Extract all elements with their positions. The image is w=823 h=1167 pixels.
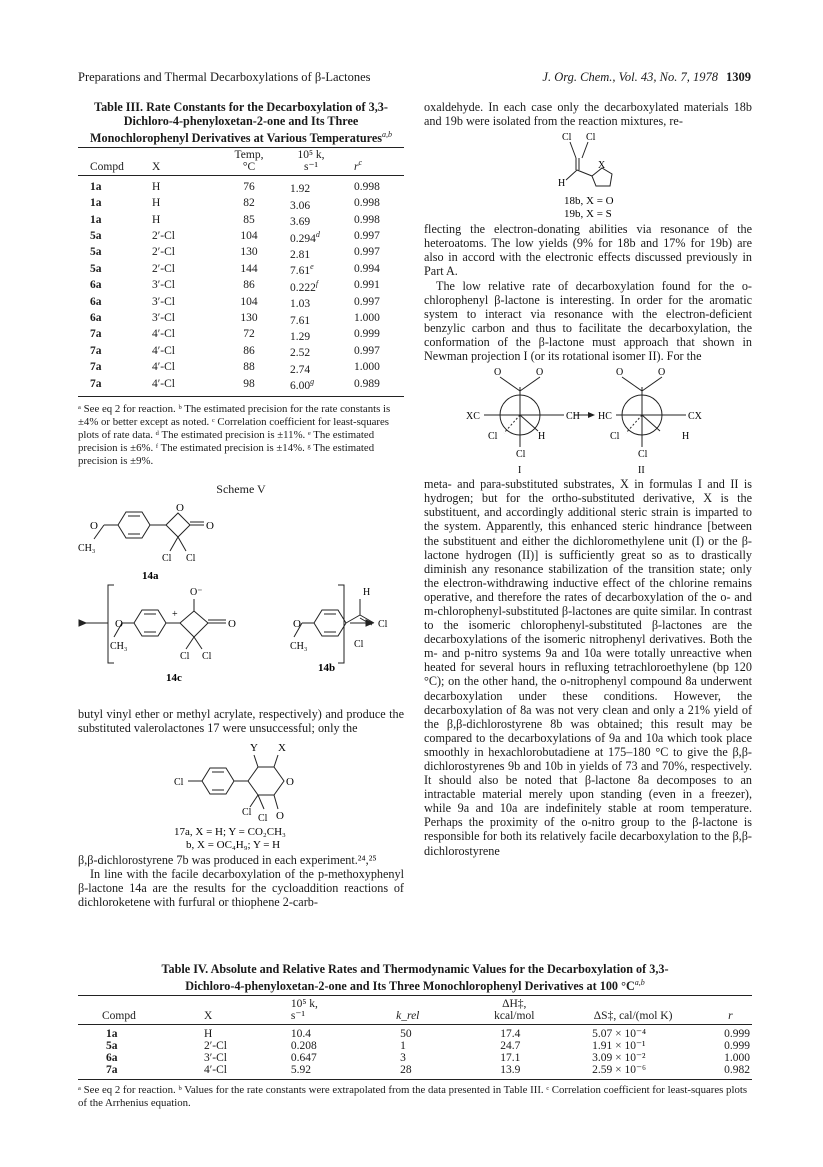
scheme-ch3-14b: CH₃: [290, 640, 308, 652]
table-cell: [78, 196, 138, 212]
struct18-h: H: [558, 178, 566, 190]
table-cell: 17.1: [500, 1052, 521, 1065]
cell-value: 6a: [90, 312, 102, 325]
cell-value: 4′-Cl: [152, 328, 175, 341]
cell-value: 6a: [90, 279, 102, 292]
scheme-cl1-14c: Cl: [180, 650, 190, 662]
struct17-o-ring: O: [286, 775, 294, 788]
table4-block: [78, 962, 752, 1110]
table3-header-r: [344, 150, 404, 173]
table-row: [78, 294, 404, 310]
cell-value: 6a: [90, 295, 102, 308]
cell-value: 76: [243, 180, 255, 193]
cell-value: 1.92: [290, 183, 311, 196]
table4-footnote: ᵃ See eq 2 for reaction. ᵇ Values for the rate constants were extrapolated from the data presented in Table III. ᶜ Correlation coefficient for least-squares plots of the Arrhenius equation.: [78, 1084, 748, 1110]
cell-value: 7a: [90, 344, 102, 357]
struct17-line2: b, X = OC₄H₉; Y = H: [186, 838, 281, 851]
table-cell: [138, 294, 220, 310]
table3-header-temp-text: Temp, °C: [234, 149, 264, 173]
table-cell: 7a: [106, 1064, 118, 1077]
struct18-cl2: Cl: [586, 132, 596, 144]
table-cell: 28: [400, 1064, 412, 1077]
cell-value: 130: [240, 312, 258, 325]
table4-caption-text: Table IV. Absolute and Relative Rates and Thermodynamic Values for the Decarboxylation of 3,3-Dichloro-4-phenyloxetan-2-one and Its Three Monochlorophenyl Derivatives at 100 °C: [161, 962, 669, 994]
table-cell: [78, 261, 138, 277]
struct17-o-carbonyl: O: [276, 809, 284, 822]
left-paragraph-2: β,β-dichlorostyrene 7b was produced in each experiment.²⁴,²⁵: [78, 852, 377, 867]
cell-value: 85: [243, 213, 255, 226]
table-cell: [220, 196, 278, 212]
scheme-cl1-14a: Cl: [162, 552, 172, 564]
scheme-title: Scheme V: [216, 481, 266, 496]
table-cell: [344, 311, 404, 327]
table-cell: [138, 376, 220, 392]
cell-value: 104: [240, 295, 258, 308]
cell-value: 2′-Cl: [152, 246, 175, 259]
cell-value: 0.997: [354, 229, 380, 242]
table3-header-compd: Compd: [90, 160, 124, 173]
cell-value: 0.222: [290, 281, 316, 294]
table3-header-r-sup: c: [358, 157, 363, 167]
scheme-o-14b: O: [293, 617, 301, 630]
table-row: [78, 376, 404, 392]
table-cell: [278, 327, 344, 343]
table3-footnote: ᵃ See eq 2 for reaction. ᵇ The estimated precision for the rate constants is ±4% or better except as noted. ᶜ Correlation coefficient for least-squares plots of rate data. ᵈ The estimated precision is ±11%. ᵉ The estimated precision is ±6%. ᶠ The estimated precision is ±14%. ᵍ The estimated precision is ±9%.: [78, 402, 391, 467]
table-cell: 24.7: [500, 1040, 521, 1053]
table4-bottom-rule: [78, 1079, 752, 1080]
table-cell: [138, 212, 220, 228]
table-row: [78, 179, 404, 195]
cell-value: 1.03: [290, 298, 311, 311]
table-cell: [344, 343, 404, 359]
table-cell: [278, 229, 344, 245]
table-cell: 5a: [106, 1040, 118, 1053]
table-cell: [278, 376, 344, 392]
newman-i-ch: CH: [566, 411, 580, 423]
table-row: [78, 1040, 752, 1052]
cell-value: 0.999: [354, 328, 380, 341]
left-paragraph-3: In line with the facile decarboxylation of the p-methoxyphenyl β-lactone 14a are the results for the cycloaddition reactions of dichloroketene with furfural or thiophene 2-carb-: [78, 867, 404, 910]
table-cell: [278, 278, 344, 294]
newman-ii-o1: O: [616, 367, 624, 379]
table-cell: [344, 294, 404, 310]
table-cell: [278, 212, 344, 228]
table4-header-r: r: [728, 1010, 733, 1023]
table4-header-ds-text: ΔS‡, cal/(mol K): [593, 1010, 673, 1023]
right-paragraph-4: meta- and para-substituted substrates, X in formulas I and II is hydrogen; but for the ortho-substituted derivative, X is the substituent, and accordingly additional steric strain is imparted to the system. Apparently, this enhanced steric hindrance [between the substituent and either the dichloromethylene unit (I) or the β-lactone hydrogen (II)] is sufficiently great so as to drastically diminish any resonance stabilization of the transition state; only the electron-withdrawing inductive effect of the chlorine remains operative, and therefore the rates of decarboxylation of the o- and m-chlorophenyl-substituted β-lactones are quite similar. In contrast to the isomeric chlorophenyl-substituted β-lactones are the decarboxylations of the isomeric nitrophenyl derivatives. Both the m- and p-nitro systems 9a and 10a were totally unreactive when heated for several hours in refluxing tetrachloroethylene (bp 120 °C); on the other hand, the o-nitrophenyl compound 8a underwent decarboxylation under these conditions. However, the decarboxylation of 8a was not very clean and only a 21% yield of the β,β-dichlorostyrene 8b was obtained; this result may be compared to the decarboxylations of 9a and 10a which took place smoothly in hexachlorobutadiene at 175–180 °C to give the β,β-dichlorostyrenes 9b and 10b in yields of 73 and 70%, respectively. It should also be noted that β-lactone 8a decomposes to an intractable material merely upon standing (even in a freezer), while 9a and 10a are indefinitely stable at room temperature. Perhaps the proximity of the o-nitro group to the β-lactone is responsible for both its relatively facile decarboxylation to the β,β-dichlorostyrene: [424, 477, 752, 858]
cell-value: H: [152, 213, 161, 226]
right-paragraph-1: oxaldehyde. In each case only the decarboxylated materials 18b and 19b were isolated from the reaction mixtures, re-: [424, 100, 752, 129]
scheme-o-14a: O: [90, 519, 98, 532]
table4-header-row: [78, 998, 752, 1022]
table-row: [78, 278, 404, 294]
table3-header-rule: [78, 175, 404, 176]
cell-value: 2′-Cl: [152, 229, 175, 242]
table-cell: 6a: [106, 1052, 118, 1065]
table-row: [78, 245, 404, 261]
newman-label-i: I: [518, 465, 522, 477]
table4-caption: [78, 962, 752, 993]
newman-projections: [424, 367, 752, 477]
table-cell: [78, 179, 138, 195]
table-cell: 4′-Cl: [203, 1064, 227, 1077]
struct17-x: X: [278, 741, 286, 754]
table3-bottom-rule: [78, 396, 404, 397]
newman-ii-hc: HC: [598, 411, 612, 423]
table-cell: [220, 311, 278, 327]
structure-17: [78, 737, 404, 853]
cell-value: 7a: [90, 377, 102, 390]
table-cell: [220, 245, 278, 261]
table4-header-dh: [460, 998, 570, 1022]
table-row: [78, 1052, 752, 1064]
cell-value: 4′-Cl: [152, 377, 175, 390]
structure-18b-19b: [424, 128, 752, 222]
cell-value: 0.998: [354, 197, 380, 210]
table-cell: [344, 327, 404, 343]
cell-value: 4′-Cl: [152, 344, 175, 357]
cell-value: 1.29: [290, 330, 311, 343]
table-cell: [278, 294, 344, 310]
scheme-h-14b: H: [363, 586, 371, 598]
cell-value: 2′-Cl: [152, 262, 175, 275]
newman-i-h: H: [538, 431, 546, 443]
cell-value: 6.00: [290, 380, 311, 393]
table3-caption-text: Table III. Rate Constants for the Decarboxylation of 3,3-Dichloro-4-phenyloxetan-2-one and Its Three Monochlorophenyl Derivatives at Various Temperatures: [89, 100, 388, 146]
newman-ii-cl1: Cl: [610, 431, 620, 443]
struct18-line1: 18b, X = O: [564, 195, 614, 208]
struct17-line1: 17a, X = H; Y = CO₂CH₃: [174, 825, 286, 838]
scheme-ch3-14a: CH₃: [78, 542, 96, 554]
table-cell: [344, 196, 404, 212]
struct17-cl2: Cl: [258, 812, 268, 824]
table-cell: [344, 360, 404, 376]
table3-top-rule: [78, 147, 404, 148]
table-cell: [78, 294, 138, 310]
table-cell: 1.91 × 10⁻¹: [592, 1040, 646, 1053]
cell-value: 72: [243, 328, 255, 341]
table-cell: 3: [400, 1052, 406, 1065]
table4-header-k: [289, 998, 380, 1022]
table-cell: [278, 196, 344, 212]
table3-header-k-text: 10⁵ k, s⁻¹: [297, 149, 325, 173]
table3-header-x: X: [152, 160, 161, 173]
table-cell: [78, 327, 138, 343]
cell-value: 0.994: [354, 262, 380, 275]
table-cell: 10.4: [290, 1028, 312, 1041]
right-column: [424, 100, 752, 858]
table-cell: [278, 343, 344, 359]
cell-value: 4′-Cl: [152, 361, 175, 374]
table4-header-compd: Compd: [102, 1010, 136, 1023]
table-cell: [278, 245, 344, 261]
table3-header-temp: [220, 150, 278, 173]
table-cell: [138, 179, 220, 195]
table-cell: [78, 343, 138, 359]
table-row: [78, 1028, 752, 1040]
table-cell: [78, 376, 138, 392]
table-row: [78, 196, 404, 212]
cell-value: 0.997: [354, 344, 380, 357]
cell-value: 104: [240, 229, 258, 242]
journal-citation: J. Org. Chem., Vol. 43, No. 7, 1978: [542, 70, 718, 84]
cell-value: 3′-Cl: [152, 295, 175, 308]
table3: [78, 150, 404, 397]
newman-i-cl2: Cl: [516, 449, 526, 461]
cell-value: 0.989: [354, 377, 380, 390]
newman-i-cl1: Cl: [488, 431, 498, 443]
cell-value: 1a: [90, 197, 102, 210]
table-cell: [138, 343, 220, 359]
cell-value: 86: [243, 344, 255, 357]
table-row: [78, 327, 404, 343]
left-paragraph-1: butyl vinyl ether or methyl acrylate, respectively) and produce the substituted valerolactones 17 were unsuccessful; only the: [78, 706, 404, 735]
scheme-o-ring-14a: O: [176, 502, 184, 514]
cell-value: 1.000: [354, 312, 380, 325]
cell-value: 86: [243, 279, 255, 292]
table-cell: [278, 261, 344, 277]
struct17-y: Y: [250, 741, 258, 754]
page-number: 1309: [726, 70, 751, 84]
newman-label-ii: II: [638, 465, 645, 477]
running-header: [78, 70, 751, 90]
scheme-ominus-14c: O⁻: [190, 586, 203, 598]
right-paragraph-2: flecting the electron-donating abilities via resonance of the heteroatoms. The low yields (9% for 18b and 17% for 19b) are also in accord with the electronic effects discussed previously in Part A.: [424, 222, 752, 279]
struct18-x: X: [598, 160, 606, 172]
table-cell: [138, 261, 220, 277]
table4-caption-sup: a,b: [634, 978, 645, 987]
table-cell: [138, 245, 220, 261]
cell-value: 7.61: [290, 265, 311, 278]
table4-header-x: X: [203, 1010, 213, 1023]
table-cell: [220, 376, 278, 392]
table-cell: [138, 196, 220, 212]
table-cell: 0.999: [724, 1040, 750, 1053]
table-cell: 1a: [106, 1028, 118, 1041]
table-cell: [220, 261, 278, 277]
table-cell: [138, 278, 220, 294]
cell-value: 144: [240, 262, 258, 275]
table-cell: [138, 327, 220, 343]
cell-value: 1.000: [354, 361, 380, 374]
table-cell: 2′-Cl: [203, 1040, 227, 1053]
table-cell: [344, 179, 404, 195]
cell-value: 3.06: [290, 199, 311, 212]
table4-header-ds: [570, 998, 676, 1022]
table-cell: [344, 261, 404, 277]
cell-value: 7.61: [290, 314, 311, 327]
table-cell: [220, 278, 278, 294]
struct17-cl1: Cl: [242, 806, 252, 818]
cell-value: 2.81: [290, 248, 311, 261]
table-row: [78, 261, 404, 277]
table4-header-k-text: 10⁵ k, s⁻¹: [290, 998, 318, 1023]
label-14c: 14c: [166, 671, 182, 684]
table-cell: [344, 245, 404, 261]
label-14b: 14b: [318, 661, 336, 674]
newman-ii-cx: CX: [688, 411, 702, 423]
table-cell: [138, 311, 220, 327]
table3-header-k: [278, 150, 344, 173]
table-cell: [278, 360, 344, 376]
table4-header-dh-text: ΔH‡, kcal/mol: [494, 998, 535, 1023]
header-journal: [542, 70, 751, 85]
table-cell: [220, 212, 278, 228]
table-row: [78, 229, 404, 245]
table-cell: [344, 376, 404, 392]
table-cell: [344, 278, 404, 294]
cell-footnote-mark: g: [310, 377, 315, 387]
table-cell: 2.59 × 10⁻⁶: [592, 1064, 647, 1077]
table-cell: 0.999: [724, 1028, 750, 1041]
newman-i-xc: XC: [466, 411, 480, 423]
table-cell: 0.647: [290, 1052, 317, 1065]
cell-value: H: [152, 197, 161, 210]
cell-value: 5a: [90, 262, 102, 275]
cell-value: 2.52: [290, 347, 311, 360]
cell-value: 0.997: [354, 246, 380, 259]
cell-value: 7a: [90, 361, 102, 374]
table-cell: [138, 360, 220, 376]
cell-value: 7a: [90, 328, 102, 341]
cell-value: 1a: [90, 180, 102, 193]
table4-header-rule: [78, 1024, 752, 1025]
cell-value: 3′-Cl: [152, 279, 175, 292]
scheme-o-carbonyl-14a: O: [206, 519, 214, 532]
cell-value: 5a: [90, 229, 102, 242]
scheme-cl2-14a: Cl: [186, 552, 196, 564]
cell-value: 2.74: [290, 363, 311, 376]
table-cell: [220, 179, 278, 195]
table-cell: 1: [400, 1040, 406, 1053]
label-14a: 14a: [142, 569, 159, 582]
table-row: [78, 1064, 752, 1076]
cell-value: 0.997: [354, 295, 380, 308]
table3-caption: [78, 100, 404, 145]
table3-header-row: [78, 150, 404, 173]
cell-value: 0.991: [354, 279, 380, 292]
table-cell: [220, 327, 278, 343]
cell-value: 3.69: [290, 215, 311, 228]
scheme-o-14c: O: [115, 617, 123, 630]
table-cell: 5.92: [290, 1064, 312, 1077]
table-cell: [78, 212, 138, 228]
right-paragraph-3: The low relative rate of decarboxylation found for the o-chlorophenyl β-lactone is interesting. In order for the aromatic system to interact via resonance with the electron-deficient benzylic carbon and thus to facilitate the decarboxylation, the conformation of the β-lactone must approach that shown in Newman projection I (or its rotational isomer II). For the: [424, 278, 752, 364]
scheme-cl2-14c: Cl: [202, 650, 212, 662]
table-cell: 3′-Cl: [203, 1052, 227, 1065]
table-row: [78, 311, 404, 327]
newman-ii-o2: O: [658, 367, 666, 379]
newman-i-o1: O: [494, 367, 502, 379]
table-row: [78, 360, 404, 376]
cell-value: 0.294: [290, 232, 316, 245]
scheme-v-structures: [78, 503, 404, 713]
table-cell: [278, 311, 344, 327]
table-cell: 0.208: [290, 1040, 317, 1053]
cell-value: 130: [240, 246, 258, 259]
cell-value: 88: [243, 361, 255, 374]
table3-header-r-text: r: [354, 160, 359, 173]
table-cell: H: [203, 1028, 213, 1041]
cell-value: 3′-Cl: [152, 312, 175, 325]
cell-value: 0.998: [354, 213, 380, 226]
table-cell: 17.4: [500, 1028, 521, 1041]
table-cell: [78, 278, 138, 294]
cell-value: 5a: [90, 246, 102, 259]
cell-value: 0.998: [354, 180, 380, 193]
table-cell: 3.09 × 10⁻²: [592, 1052, 646, 1065]
header-title: Preparations and Thermal Decarboxylations of β-Lactones: [78, 70, 371, 84]
table-cell: [278, 179, 344, 195]
table-cell: 13.9: [500, 1064, 521, 1077]
table-cell: [220, 229, 278, 245]
table-row: [78, 343, 404, 359]
cell-value: 82: [243, 197, 255, 210]
scheme-cl-14b: Cl: [378, 618, 388, 630]
table4-header-krel: k_rel: [396, 1010, 420, 1023]
struct18-cl1: Cl: [562, 132, 572, 144]
table-cell: [220, 343, 278, 359]
table-cell: [78, 360, 138, 376]
table-cell: 5.07 × 10⁻⁴: [592, 1028, 647, 1041]
cell-value: 1a: [90, 213, 102, 226]
left-column: [78, 100, 404, 909]
scheme-plus-14c: +: [172, 608, 178, 620]
cell-footnote-mark: e: [310, 262, 314, 272]
struct17-cl-aryl: Cl: [174, 776, 184, 788]
table-cell: [78, 245, 138, 261]
table-cell: [220, 360, 278, 376]
scheme-cl2-14b: Cl: [354, 638, 364, 650]
cell-value: H: [152, 180, 161, 193]
cell-footnote-mark: f: [315, 278, 319, 288]
scheme-ch3-14c: CH₃: [110, 640, 128, 652]
table-cell: [138, 229, 220, 245]
table-cell: [78, 229, 138, 245]
cell-value: 98: [243, 377, 255, 390]
table3-caption-sup: a,b: [382, 130, 393, 139]
table4-body: [78, 1028, 752, 1076]
table-cell: 0.982: [724, 1064, 750, 1077]
table-row: [78, 212, 404, 228]
table-cell: 50: [400, 1028, 412, 1041]
table-cell: [344, 229, 404, 245]
table3-body: [78, 179, 404, 392]
cell-footnote-mark: d: [315, 229, 320, 239]
table4: [78, 998, 752, 1080]
struct18-line2: 19b, X = S: [564, 208, 612, 221]
newman-i-o2: O: [536, 367, 544, 379]
newman-ii-h: H: [682, 431, 690, 443]
table-cell: 1.000: [724, 1052, 750, 1065]
table-cell: [220, 294, 278, 310]
newman-ii-cl2: Cl: [638, 449, 648, 461]
table4-top-rule: [78, 995, 752, 996]
table-cell: [78, 311, 138, 327]
scheme-o-carbonyl-14c: O: [228, 617, 236, 630]
table-cell: [344, 212, 404, 228]
